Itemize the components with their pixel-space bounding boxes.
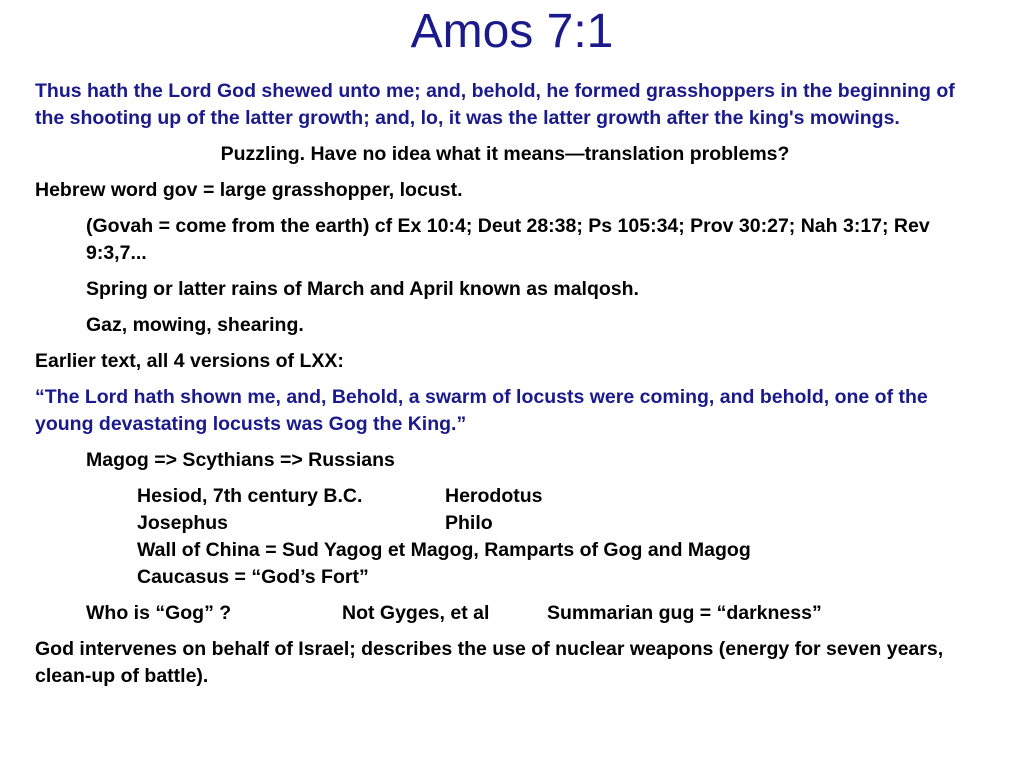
puzzling-note: Puzzling. Have no idea what it means—translation problems?: [220, 143, 790, 165]
gog-row: [35, 600, 975, 627]
verse-quote: Thus hath the Lord God shewed unto me; and, behold, he formed grasshoppers in the beginning of the shooting up of the latter growth; and, lo, it was the latter growth after the king's mowings.: [35, 80, 955, 129]
spring-rains-note: Spring or latter rains of March and April known as malqosh.: [86, 278, 639, 300]
gaz-note: Gaz, mowing, shearing.: [86, 314, 304, 336]
lxx-quote: “The Lord hath shown me, and, Behold, a swarm of locusts were coming, and behold, one of the young devastating locusts was Gog the King.”: [35, 386, 928, 435]
source-caucasus: Caucasus = “God’s Fort”: [137, 566, 369, 588]
source-herodotus: Herodotus: [445, 485, 543, 507]
summarian-gug: Summarian gug = “darkness”: [547, 602, 822, 624]
not-gyges: Not Gyges, et al: [342, 602, 490, 624]
source-wall-of-china: Wall of China = Sud Yagog et Magog, Ramparts of Gog and Magog: [137, 539, 751, 561]
magog-note: Magog => Scythians => Russians: [86, 449, 395, 471]
sources-row-1: [137, 483, 975, 510]
slide-content: [35, 78, 975, 699]
lxx-heading: Earlier text, all 4 versions of LXX:: [35, 350, 344, 372]
source-hesiod: Hesiod, 7th century B.C.: [137, 485, 363, 507]
source-josephus: Josephus: [137, 512, 229, 534]
page-title: Amos 7:1: [410, 5, 614, 58]
hebrew-word-note: Hebrew word gov = large grasshopper, locust.: [35, 179, 463, 201]
source-philo: Philo: [445, 512, 493, 534]
sources-row-2: [137, 510, 975, 537]
who-is-gog: Who is “Gog” ?: [86, 602, 232, 624]
govah-references: (Govah = come from the earth) cf Ex 10:4; Deut 28:38; Ps 105:34; Prov 30:27; Nah 3:17; Rev 9:3,7...: [86, 215, 930, 264]
conclusion-note: God intervenes on behalf of Israel; describes the use of nuclear weapons (energy for seven years, clean-up of battle).: [35, 638, 944, 687]
sources-block: [35, 483, 975, 591]
